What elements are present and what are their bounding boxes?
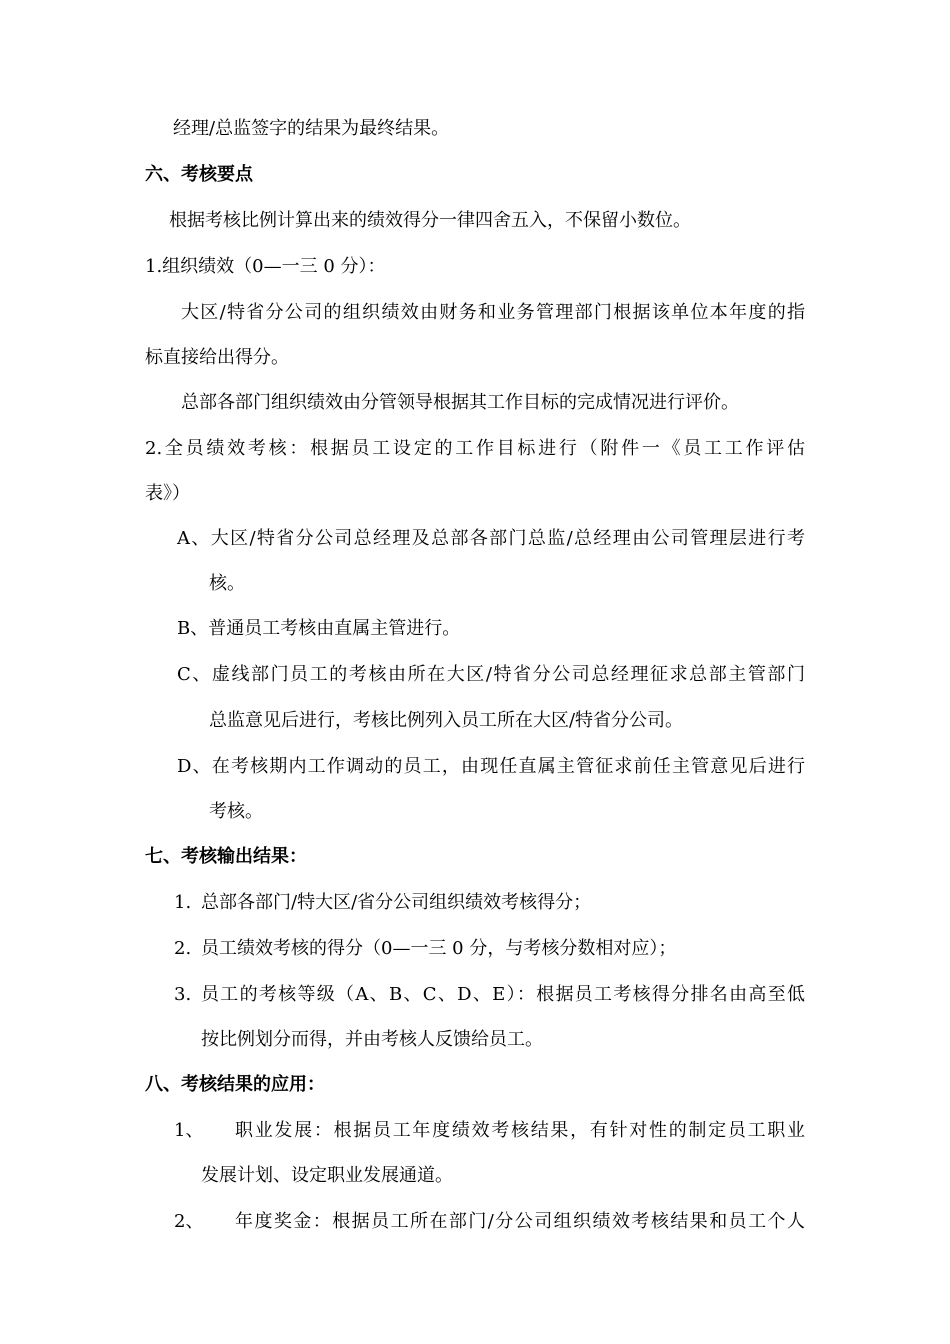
list-item-d-line2: 考核。: [209, 801, 263, 822]
list-item-c-line1: C、虚线部门员工的考核由所在大区/特省分公司总经理征求总部主管部门: [177, 664, 805, 685]
list-item-d-line1: D、在考核期内工作调动的员工，由现任直属主管征求前任主管意见后进行: [177, 756, 805, 777]
subheading-all-staff-line2: 表》）: [145, 483, 190, 504]
subheading-all-staff-line1: 2.全员绩效考核：根据员工设定的工作目标进行（附件一《员工工作评估: [145, 438, 805, 459]
application-item-1-number: 1、: [174, 1120, 204, 1141]
section-heading-7: 七、考核输出结果：: [145, 846, 307, 867]
output-item-1-number: 1.: [174, 892, 192, 913]
output-item-3-line1: 员工的考核等级（A、B、C、D、E）：根据员工考核得分排名由高至低: [201, 984, 805, 1005]
application-item-2-line1: 年度奖金：根据员工所在部门/分公司组织绩效考核结果和员工个人: [235, 1211, 805, 1232]
subheading-org-performance: 1.组织绩效（0—一三 0 分）：: [145, 256, 386, 277]
output-item-2-number: 2.: [174, 938, 192, 959]
paragraph-region-performance-line1: 大区/特省分公司的组织绩效由财务和业务管理部门根据该单位本年度的指: [181, 302, 805, 323]
list-item-b: B、普通员工考核由直属主管进行。: [177, 618, 461, 639]
application-item-1-line2: 发展计划、设定职业发展通道。: [201, 1165, 453, 1186]
paragraph-rounding-rule: 根据考核比例计算出来的绩效得分一律四舍五入，不保留小数位。: [169, 210, 691, 231]
list-item-a-line1: A、大区/特省分公司总经理及总部各部门总监/总经理由公司管理层进行考: [177, 528, 805, 549]
paragraph-region-performance-line2: 标直接给出得分。: [145, 347, 289, 368]
paragraph-hq-performance: 总部各部门组织绩效由分管领导根据其工作目标的完成情况进行评价。: [181, 392, 739, 413]
list-item-c-line2: 总监意见后进行，考核比例列入员工所在大区/特省分公司。: [209, 710, 684, 731]
paragraph-final-result: 经理/总监签字的结果为最终结果。: [173, 118, 450, 139]
section-heading-8: 八、考核结果的应用：: [145, 1074, 325, 1095]
section-heading-6: 六、考核要点: [145, 164, 253, 185]
output-item-3-line2: 按比例划分而得，并由考核人反馈给员工。: [201, 1029, 543, 1050]
application-item-1-line1: 职业发展：根据员工年度绩效考核结果，有针对性的制定员工职业: [235, 1120, 805, 1141]
list-item-a-line2: 核。: [209, 573, 245, 594]
application-item-2-number: 2、: [174, 1211, 204, 1232]
output-item-2: 员工绩效考核的得分（0—一三 0 分，与考核分数相对应）；: [201, 938, 677, 959]
output-item-3-number: 3.: [174, 984, 192, 1005]
output-item-1: 总部各部门/特大区/省分公司组织绩效考核得分；: [201, 892, 592, 913]
